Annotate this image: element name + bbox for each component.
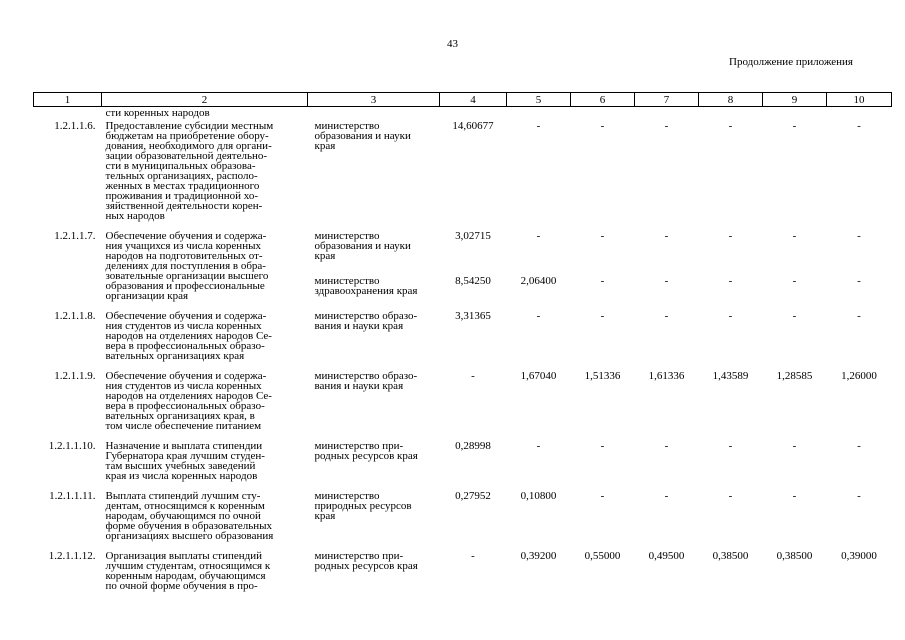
row-spacer <box>34 594 892 598</box>
department-line: родных ресурсов края <box>314 450 418 462</box>
column-header: 3 <box>308 93 440 107</box>
funding-value: 3,02715 <box>455 230 491 242</box>
description-line: народов на отделениях народов Се- <box>105 390 272 402</box>
funding-value: 8,54250 <box>455 274 491 287</box>
funding-value: 0,49500 <box>648 550 685 562</box>
department-line: министерство <box>314 230 380 242</box>
responsible-department <box>308 228 440 273</box>
funding-value: - <box>728 440 733 452</box>
description-line: зации образовательной деятельно- <box>105 150 268 162</box>
responsible-department <box>308 548 440 594</box>
description-line: вера в профессиональных образо- <box>105 340 265 352</box>
measure-description <box>102 118 308 224</box>
column-header: 5 <box>507 93 571 107</box>
continuation-label: Продолжение приложения <box>729 56 853 68</box>
table-row <box>34 438 892 484</box>
funding-value: - <box>664 230 669 242</box>
funding-value: 1,61336 <box>648 370 685 382</box>
description-line: Обеспечение обучения и содержа- <box>105 310 267 322</box>
row-number: 1.2.1.1.12. <box>48 550 96 562</box>
row-number: 1.2.1.1.8. <box>54 310 96 322</box>
row-number: 1.2.1.1.11. <box>49 490 96 502</box>
page-number: 43 <box>447 38 458 50</box>
description-line: ния студентов из числа коренных <box>105 380 262 392</box>
description-line: коренным народам, обучающимся <box>105 570 266 582</box>
measure-description <box>102 228 308 304</box>
department-line: края <box>314 250 336 262</box>
funding-value: 1,26000 <box>841 370 877 382</box>
measure-description <box>102 308 308 364</box>
description-line: дентам, относящимся к коренным <box>105 500 265 512</box>
department-line: министерство образо- <box>314 310 418 322</box>
funding-value: 0,38500 <box>776 550 813 562</box>
funding-value: 0,39200 <box>520 550 557 562</box>
funding-value: - <box>664 274 669 287</box>
table-row <box>34 228 892 273</box>
column-header: 9 <box>763 93 827 107</box>
funding-value: - <box>600 490 605 502</box>
department-line: министерство образо- <box>314 370 418 382</box>
funding-value: 0,10800 <box>520 490 557 502</box>
funding-value: - <box>600 120 605 132</box>
responsible-department <box>308 118 440 224</box>
funding-value: 0,38500 <box>712 550 749 562</box>
description-line: там высших учебных заведений <box>105 460 256 472</box>
department-line: края <box>314 140 336 152</box>
funding-value: - <box>536 230 541 242</box>
row-number: 1.2.1.1.9. <box>54 370 96 382</box>
funding-value: - <box>471 370 475 382</box>
department-line: образования и науки <box>314 130 411 142</box>
funding-value: 0,55000 <box>584 550 621 562</box>
funding-value: - <box>792 274 797 287</box>
funding-value: - <box>792 440 797 452</box>
column-header: 1 <box>34 93 102 107</box>
funding-value: - <box>664 120 669 132</box>
description-line: края из числа коренных народов <box>105 470 258 482</box>
description-line: Назначение и выплата стипендии <box>105 440 263 452</box>
description-line: ния студентов из числа коренных <box>105 320 262 332</box>
description-line: Обеспечение обучения и содержа- <box>105 370 267 382</box>
description-line: образования и профессиональные <box>105 280 265 292</box>
row-number: 1.2.1.1.6. <box>54 120 96 132</box>
department-line: министерство <box>314 274 380 287</box>
description-line: организации края <box>105 290 189 302</box>
funding-value: 1,28585 <box>776 370 813 382</box>
description-line: сти в муниципальных образова- <box>105 160 256 172</box>
description-line: по очной форме обучения в про- <box>105 580 258 592</box>
description-line: Организация выплаты стипендий <box>105 550 263 562</box>
description-line: том числе обеспечение питанием <box>105 420 262 432</box>
department-line: вания и науки края <box>314 380 404 392</box>
description-line: зяйственной деятельности корен- <box>105 200 263 212</box>
row-number: 1.2.1.1.10. <box>48 440 96 452</box>
funding-value: - <box>857 274 861 287</box>
table-row <box>34 118 892 224</box>
row-number: 1.2.1.1.7. <box>54 230 96 242</box>
description-line: организациях высшего образования <box>105 530 274 542</box>
funding-value: - <box>728 274 733 287</box>
description-line: бюджетам на приобретение обору- <box>105 130 269 142</box>
funding-value: - <box>471 550 475 562</box>
description-line: женных в местах традиционного <box>105 180 260 192</box>
department-line: министерство <box>314 490 380 502</box>
description-line: Предоставление субсидии местным <box>105 120 274 132</box>
description-line: народам, обучающимся по очной <box>105 510 261 522</box>
funding-value: - <box>664 440 669 452</box>
funding-value: - <box>728 490 733 502</box>
table-row <box>34 488 892 544</box>
description-line: тельных организациях, располо- <box>105 170 258 182</box>
funding-value: 0,27952 <box>455 490 491 502</box>
column-header: 8 <box>699 93 763 107</box>
funding-value: - <box>792 490 797 502</box>
spacer-cell <box>34 594 892 598</box>
department-line: природных ресурсов <box>314 500 412 512</box>
funding-value: - <box>728 230 733 242</box>
description-line: форме обучения в образовательных <box>105 520 273 532</box>
table-row <box>34 308 892 364</box>
funding-value: - <box>536 440 541 452</box>
carryover-row <box>34 107 892 119</box>
funding-value: 14,60677 <box>452 120 494 132</box>
column-header: 10 <box>827 93 892 107</box>
budget-table <box>33 92 892 598</box>
department-line: министерство при- <box>314 440 404 452</box>
department-line: родных ресурсов края <box>314 560 418 572</box>
funding-value: - <box>536 120 541 132</box>
department-line: здравоохранения края <box>314 284 418 297</box>
column-header: 2 <box>102 93 308 107</box>
funding-value: - <box>600 310 605 322</box>
description-line: Обеспечение обучения и содержа- <box>105 230 267 242</box>
responsible-department <box>308 368 440 434</box>
department-line: края <box>314 510 336 522</box>
department-line: министерство при- <box>314 550 404 562</box>
description-line: народов на отделениях народов Се- <box>105 330 272 342</box>
funding-value: 0,28998 <box>455 440 491 452</box>
description-line: вера в профессиональных образо- <box>105 400 265 412</box>
funding-value: 3,31365 <box>455 310 491 322</box>
funding-value: - <box>728 310 733 322</box>
funding-value: - <box>792 230 797 242</box>
column-header: 6 <box>571 93 635 107</box>
funding-value: 0,39000 <box>841 550 877 562</box>
carryover-text: сти коренных народов <box>105 107 210 119</box>
funding-value: - <box>857 490 861 502</box>
description-line: Выплата стипендий лучшим сту- <box>105 490 261 502</box>
funding-value: - <box>600 274 605 287</box>
measure-description <box>102 548 308 594</box>
department-line: вания и науки края <box>314 320 404 332</box>
description-line: народов на подготовительных от- <box>105 250 263 262</box>
funding-value: - <box>857 120 861 132</box>
description-line: ных народов <box>105 210 165 222</box>
funding-value: - <box>857 440 861 452</box>
description-line: зовательные организации высшего <box>105 270 269 282</box>
funding-value: - <box>664 310 669 322</box>
funding-value: - <box>792 310 797 322</box>
responsible-department <box>308 273 440 304</box>
description-line: делениях для поступления в обра- <box>105 260 266 272</box>
funding-value: 1,43589 <box>712 370 749 382</box>
responsible-department <box>308 438 440 484</box>
funding-value: - <box>664 490 669 502</box>
funding-value: 1,51336 <box>584 370 621 382</box>
description-line: Губернатора края лучшим студен- <box>105 450 265 462</box>
description-line: вательных организациях края, в <box>105 410 255 422</box>
description-line: лучшим студентам, относящимся к <box>105 560 271 572</box>
funding-value: - <box>857 230 861 242</box>
responsible-department <box>308 308 440 364</box>
table-row <box>34 548 892 594</box>
funding-value: - <box>728 120 733 132</box>
department-line: образования и науки <box>314 240 411 252</box>
description-line: проживания и традиционной хо- <box>105 190 258 202</box>
description-line: вательных организациях края <box>105 350 245 362</box>
funding-value: - <box>536 310 541 322</box>
description-line: ния учащихся из числа коренных <box>105 240 261 252</box>
description-line: дования, необходимого для органи- <box>105 140 272 152</box>
funding-value: - <box>857 310 861 322</box>
department-line: министерство <box>314 120 380 132</box>
funding-value: - <box>600 230 605 242</box>
measure-description <box>102 368 308 434</box>
column-header: 7 <box>635 93 699 107</box>
header-row <box>34 93 892 107</box>
table-row <box>34 368 892 434</box>
measure-description <box>102 438 308 484</box>
funding-value: 2,06400 <box>520 274 557 287</box>
funding-value: - <box>600 440 605 452</box>
funding-value: 1,67040 <box>520 370 557 382</box>
funding-value: - <box>792 120 797 132</box>
measure-description <box>102 488 308 544</box>
responsible-department <box>308 488 440 544</box>
column-header: 4 <box>440 93 507 107</box>
